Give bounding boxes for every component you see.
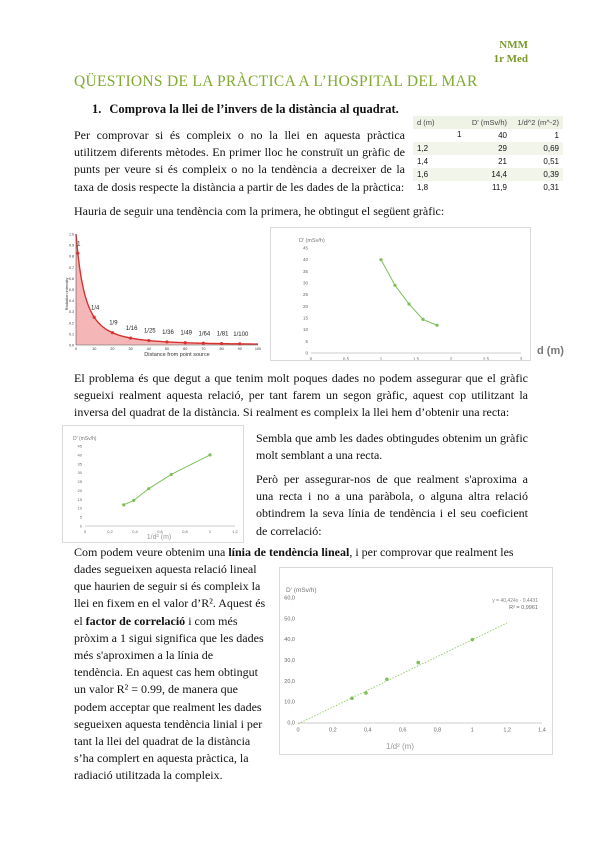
- x-tick-label: 2,5: [482, 356, 490, 360]
- conclusion-line: s’ha complert en aquesta pràctica, la: [74, 751, 249, 766]
- conclusion-bold: factor de correlació: [85, 613, 186, 628]
- conclusion-column: [74, 561, 268, 785]
- conclusion-line: segueixen aquesta tendència linial i per: [74, 716, 263, 731]
- data-point: [364, 691, 368, 695]
- y-tick-label: 20: [77, 487, 82, 493]
- series-line: [381, 260, 437, 326]
- trendline: [298, 623, 507, 724]
- conclusion-line: [74, 613, 268, 630]
- data-point: [421, 318, 424, 321]
- y-tick-label: 0.4: [69, 299, 74, 304]
- point-label: 1/16: [125, 326, 138, 333]
- x-tick-label: 3: [519, 356, 523, 360]
- reference-xlabel: Distance from point source: [144, 352, 210, 358]
- y-tick-label: 25: [77, 479, 82, 485]
- x-tick-label: 1,2: [232, 529, 238, 534]
- y-tick-label: 20,0: [284, 678, 295, 685]
- y-tick-label: 0: [305, 350, 308, 356]
- table-row: [413, 142, 563, 155]
- y-tick-label: 10: [302, 327, 308, 333]
- x-tick-label: 0,2: [107, 529, 113, 534]
- point-label: 1/100: [233, 331, 249, 338]
- conclusion-text: , i per comprovar que realment les: [349, 545, 514, 559]
- area-fill: [76, 234, 258, 345]
- y-tick-label: 60,0: [284, 595, 295, 602]
- reference-chart: [62, 228, 262, 360]
- y-tick-label: 0: [79, 523, 82, 529]
- y-tick-label: 40: [302, 257, 308, 263]
- x-tick-label: 60: [183, 347, 188, 351]
- data-point: [132, 499, 135, 502]
- page-title: QÜESTIONS DE LA PRÀCTICA A L’HOSPITAL DEL MAR: [74, 73, 478, 90]
- table-cell: 21: [498, 157, 507, 166]
- conclusion-line: llei en fixem en el valor d’R². Aquest és: [74, 596, 266, 611]
- data-point: [238, 342, 241, 345]
- table-cell: 0,51: [543, 157, 559, 166]
- y-tick-label: 40: [77, 452, 82, 458]
- x-tick-label: 1: [470, 727, 474, 734]
- x-tick-label: 0,4: [132, 529, 138, 534]
- y-tick-label: 15: [302, 315, 308, 321]
- section-title: Comprova la llei de l’invers de la distància al quadrat.: [109, 102, 399, 116]
- data-point: [385, 677, 389, 681]
- x-tick-label: 20: [110, 347, 115, 351]
- chart-inverse: [62, 425, 244, 543]
- point-label: 1: [77, 241, 81, 248]
- data-point: [220, 342, 223, 345]
- data-point: [111, 331, 114, 334]
- x-tick-label: 40: [146, 347, 151, 351]
- x-tick-label: 0,5: [342, 356, 350, 360]
- point-label: 1/81: [216, 331, 229, 338]
- y-tick-label: 5: [79, 514, 82, 520]
- series-line: [124, 455, 210, 505]
- data-table-wrap: [413, 116, 563, 194]
- data-table: [413, 116, 563, 194]
- x-tick-label: 30: [128, 347, 133, 351]
- y-tick-label: 30: [302, 280, 308, 286]
- point-label: 1/4: [91, 305, 100, 312]
- x-tick-label: 0: [74, 347, 78, 351]
- x-tick-label: 100: [254, 347, 262, 351]
- y-tick-label: 20: [302, 303, 308, 309]
- chart-distance-xlabel: d (m): [537, 345, 564, 357]
- conclusion-line: [74, 544, 534, 561]
- section-number: 1.: [92, 102, 102, 116]
- y-tick-label: 5: [305, 338, 308, 344]
- x-tick-label: 1: [208, 529, 212, 534]
- conclusion-line: tant la llei del quadrat de la distància: [74, 734, 251, 749]
- chart-distance-svg: [271, 228, 530, 360]
- trendline-equation: y = 40,424x - 0,4431: [492, 598, 538, 604]
- x-axis-label: 1/d² (m): [386, 742, 414, 751]
- table-header-cell: D' (mSv/h): [463, 116, 511, 129]
- y-tick-label: 45: [302, 245, 308, 251]
- data-point: [122, 503, 125, 506]
- table-cell: 14,4: [463, 168, 511, 181]
- y-tick-label: 40,0: [284, 637, 295, 644]
- conclusion-line: tendència. En aquest cas hem obtingut: [74, 665, 258, 680]
- y-tick-label: 35: [77, 461, 82, 467]
- table-cell: 29: [463, 142, 511, 155]
- table-cell: 0,31: [543, 183, 559, 192]
- x-tick-label: 0,8: [182, 529, 188, 534]
- data-point: [129, 336, 132, 339]
- y-tick-label: 0.0: [69, 343, 74, 348]
- data-point: [350, 696, 354, 700]
- similar-paragraph: Sembla que amb les dades obtingudes obtenim un gràfic molt semblant a una recta.: [256, 431, 528, 463]
- data-point: [76, 252, 79, 255]
- problem-paragraph: El problema és que degut a que tenim molt poques dades no podem assegurar que el gràfic segueixi realment aquesta relació, per tant farem un segon gràfic, aquest cop utilitzant la inversa del quadrat de la distància. Si realment es compleix la llei hem d’obtenir una recta:: [74, 371, 528, 420]
- data-point: [379, 258, 382, 261]
- chart-inverse-svg: [63, 426, 243, 542]
- ensure-paragraph: Però per assegurar-nos de que realment s'aproxima a una recta i no a una paràbola, o alguna altra relació obtindrem la seva línia de tendència i el seu coeficient de correlació:: [256, 472, 528, 538]
- table-cell: 1,4: [417, 157, 429, 166]
- conclusion-text: el: [74, 613, 86, 628]
- table-row: [413, 181, 563, 194]
- table-header-cell: d (m): [413, 116, 463, 129]
- data-point: [393, 284, 396, 287]
- point-label: 1/49: [180, 330, 193, 337]
- table-cell: 1,8: [417, 183, 429, 192]
- y-tick-label: 35: [302, 268, 308, 274]
- y-tick-label: 0,0: [287, 720, 295, 727]
- decay-curve: [76, 234, 258, 344]
- x-tick-label: 70: [201, 347, 206, 351]
- x-tick-label: 1,4: [538, 727, 546, 734]
- table-row: [413, 155, 563, 168]
- table-cell: 1: [457, 130, 462, 139]
- y-tick-label: 0.1: [69, 332, 74, 337]
- chart-distance: [270, 227, 531, 361]
- table-cell: 0,69: [511, 142, 563, 155]
- chart-trendline: [279, 567, 553, 755]
- course-label: 1r Med: [493, 53, 528, 65]
- section-heading: [92, 102, 399, 117]
- data-point: [435, 324, 438, 327]
- x-tick-label: 50: [164, 347, 170, 351]
- conclusion-bold: línia de tendència lineal: [228, 545, 350, 559]
- y-axis-label: D' (mSv/h): [286, 587, 317, 594]
- conclusion-line: que haurien de seguir si és compleix la: [74, 579, 261, 594]
- y-tick-label: 0.5: [69, 288, 74, 292]
- x-tick-label: 0,8: [433, 727, 442, 734]
- author-initials: NMM: [499, 39, 528, 51]
- conclusion-line: pròxim a 1 sigui significa que les dades: [74, 630, 264, 645]
- reference-ylabel: Radiation intensity: [64, 277, 69, 311]
- conclusion-line: més s'aproximen a la línia de: [74, 648, 214, 663]
- point-label: 1/25: [143, 328, 156, 335]
- chart-trendline-svg: [280, 568, 552, 754]
- trend-sentence: Hauria de seguir una tendència com la primera, he obtingut el següent gràfic:: [74, 204, 445, 218]
- data-point: [165, 340, 168, 343]
- point-label: 1/64: [198, 331, 211, 338]
- conclusion-line: radiació utilitzada la compleix.: [74, 768, 223, 783]
- y-tick-label: 0.8: [69, 254, 74, 259]
- x-tick-label: 2: [449, 356, 453, 360]
- data-point: [170, 473, 173, 476]
- conclusion-line: podem acceptar que realment les dades: [74, 699, 262, 714]
- intro-paragraph: Per comprovar si és compleix o no la llei en aquesta pràctica utilitzem diferents mètodes. En primer lloc he construït un gràfic de punts per veure si és compleix o no la tendència a decreixer de la taxa de dosis respecte la distància a partir de les dades de la pràctica:: [74, 128, 405, 194]
- table-row: [413, 168, 563, 181]
- x-tick-label: 1,5: [412, 356, 420, 360]
- y-tick-label: 0.7: [69, 265, 74, 270]
- x-tick-label: 0,2: [329, 727, 337, 734]
- conclusion-text: Com podem veure obtenim una: [74, 545, 229, 559]
- y-tick-label: 1.0: [69, 232, 74, 237]
- data-point: [184, 341, 187, 344]
- trendline-r2: R² = 0,9961: [509, 605, 538, 611]
- x-tick-label: 0,6: [398, 727, 407, 734]
- conclusion-line: un valor R² = 0.99, de manera que: [74, 682, 238, 697]
- conclusion-line: dades segueixen aquesta relació lineal: [74, 562, 257, 576]
- y-tick-label: 0.6: [69, 276, 74, 281]
- y-tick-label: 30: [77, 470, 82, 476]
- x-tick-label: 10: [92, 347, 97, 351]
- data-point: [470, 638, 474, 642]
- data-point: [407, 302, 410, 305]
- data-point: [93, 316, 96, 319]
- y-axis-label: D' (mSv/h): [73, 436, 97, 442]
- y-tick-label: 0.2: [69, 321, 74, 326]
- table-cell: 1: [554, 131, 559, 140]
- y-axis-label: D' (mSv/h): [299, 238, 325, 244]
- data-point: [147, 339, 150, 342]
- table-cell: 0,39: [511, 168, 563, 181]
- y-tick-label: 10: [77, 505, 82, 511]
- y-tick-label: 10,0: [284, 699, 295, 706]
- x-tick-label: 0,6: [157, 529, 163, 534]
- x-tick-label: 0: [296, 727, 300, 734]
- reference-chart-svg: [62, 228, 262, 360]
- table-cell: 1,2: [413, 142, 463, 155]
- data-point: [416, 661, 420, 665]
- data-point: [202, 342, 205, 345]
- table-cell: 40: [498, 131, 507, 140]
- x-tick-label: 90: [237, 347, 242, 351]
- y-tick-label: 0.9: [69, 243, 74, 248]
- x-tick-label: 1: [379, 356, 383, 360]
- table-cell: 11,9: [492, 183, 507, 192]
- y-tick-label: 15: [77, 496, 82, 502]
- conclusion-text: i com més: [185, 613, 238, 628]
- y-tick-label: 50,0: [284, 616, 295, 623]
- x-tick-label: 0,4: [363, 727, 372, 734]
- table-header-row: [413, 116, 563, 129]
- x-tick-label: 0: [309, 356, 313, 360]
- y-tick-label: 0.3: [69, 310, 74, 315]
- table-header-cell: 1/d^2 (m^-2): [511, 116, 563, 129]
- x-tick-label: 0: [83, 529, 87, 534]
- y-tick-label: 45: [77, 443, 82, 449]
- data-point: [208, 453, 211, 456]
- x-tick-label: 1,2: [503, 727, 511, 734]
- document-header: [494, 38, 528, 66]
- y-tick-label: 30,0: [284, 658, 295, 664]
- point-label: 1/36: [162, 329, 174, 336]
- y-tick-label: 25: [302, 292, 308, 298]
- data-point: [147, 487, 150, 490]
- table-row: [413, 129, 563, 142]
- table-cell: 1,6: [413, 168, 463, 181]
- point-label: 1/9: [109, 320, 118, 327]
- x-tick-label: 80: [219, 347, 224, 351]
- x-axis-label: 1/d² (m): [146, 534, 172, 541]
